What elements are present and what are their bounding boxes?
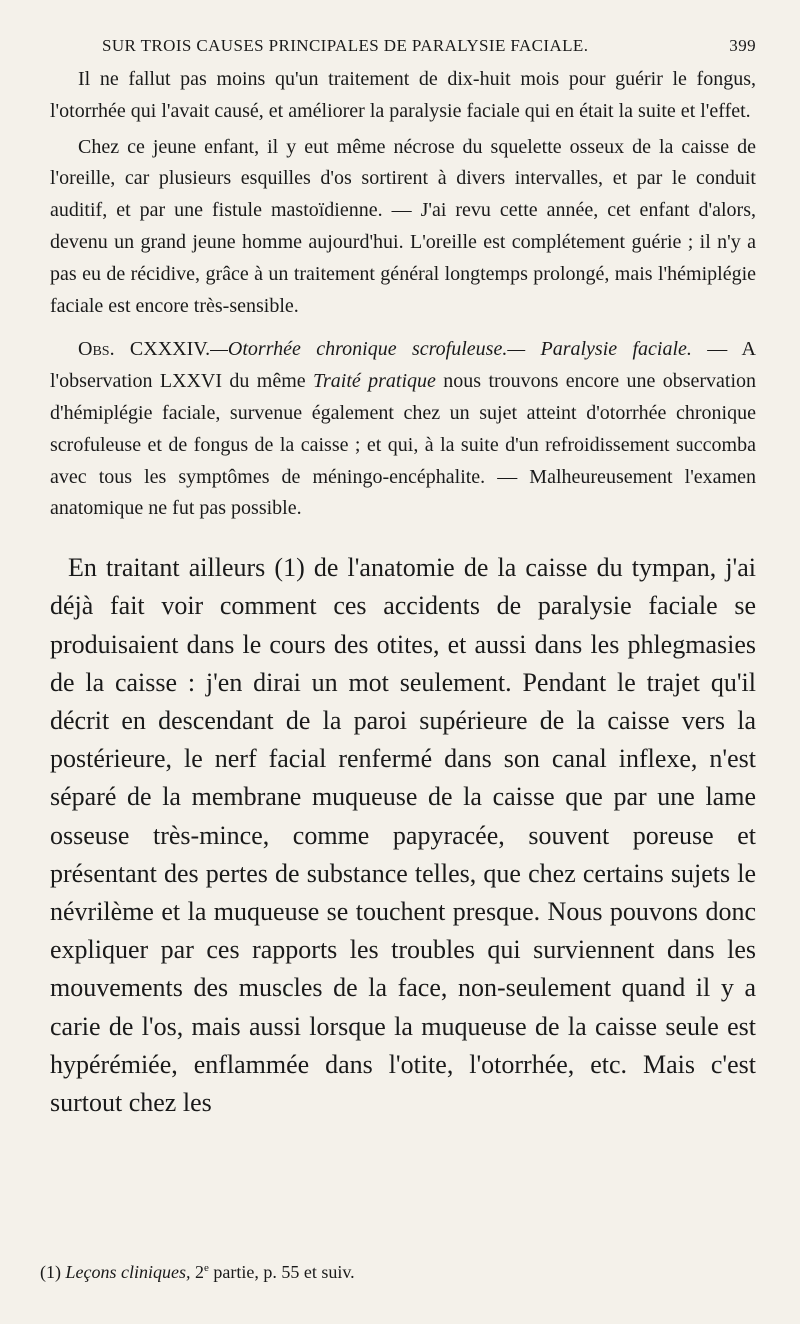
footnote-title: Leçons cliniques,	[65, 1262, 191, 1282]
paragraph-necrosis: Chez ce jeune enfant, il y eut même nécrose du squelette osseux de la caisse de l'oreille, car plusieurs esquilles d'os sortirent à divers intervalles, et par le conduit auditif, et par une fistule mastoïdienne. — J'ai revu cette année, cet enfant d'alors, devenu un grand jeune homme aujourd'hui. L'oreille est complétement guérie ; il n'y a pas eu de récidive, grâce à un traitement général longtemps prolongé, mais l'hémiplégie faciale est encore très-sensible.	[50, 135, 756, 317]
observation-title: —Otorrhée chronique scrofuleuse.— Paralysie faciale.	[210, 338, 692, 361]
observation-work-title: Traité pratique	[313, 370, 436, 393]
page-number: 399	[729, 36, 756, 55]
footnote-superscript: e	[203, 1262, 209, 1274]
paragraph-treatment: Il ne fallut pas moins qu'un traitement de dix-huit mois pour guérir le fongus, l'otorrhée qui l'avait causé, et améliorer la paralysie faciale qui en était la suite et l'effet.	[50, 68, 756, 122]
footnote-marker: (1)	[40, 1262, 61, 1282]
observation-text-after: nous trouvons encore une observation d'hémiplégie faciale, survenue également chez un sujet atteint d'otorrhée chronique scrofuleuse et de fongus de la caisse ; et qui, à la suite d'un refroidissement succomba avec tous les symptômes de méningo-encéphalite. — Malheureusement l'examen anatomique ne fut pas possible.	[50, 370, 757, 520]
footnote-rest: partie, p. 55 et suiv.	[208, 1262, 355, 1282]
running-title: SUR TROIS CAUSES PRINCIPALES DE PARALYSIE FACIALE.	[102, 36, 589, 55]
running-head	[102, 36, 756, 56]
main-paragraph: En traitant ailleurs (1) de l'anatomie de la caisse du tympan, j'ai déjà fait voir comment ces accidents de paralysie faciale se produisaient dans le cours des otites, et aussi dans les phlegmasies de la caisse : j'en dirai un mot seulement. Pendant le trajet qu'il décrit en descendant de la paroi supérieure de la caisse vers la postérieure, le nerf facial renfermé dans son canal inflexe, n'est séparé de la membrane muqueuse de la caisse que par une lame osseuse très-mince, comme papyracée, souvent poreuse et présentant des pertes de substance telles, que chez certains sujets le névrilème et la muqueuse se touchent presque. Nous pouvons donc expliquer par ces rapports les troubles qui surviennent dans les mouvements des muscles de la face, non-seulement quand il y a carie de l'os, mais aussi lorsque la muqueuse de la caisse seule est hypérémiée, enflammée dans l'otite, l'otorrhée, etc. Mais c'est surtout chez les	[50, 553, 756, 1117]
observation-text-before: — A l'observation LXXVI du même	[50, 338, 756, 393]
observation-paragraph	[50, 334, 756, 525]
main-text	[50, 549, 756, 1122]
footnote-number: 2	[194, 1262, 204, 1282]
book-page	[50, 30, 756, 1122]
case-notes	[50, 64, 756, 525]
footnote	[40, 1262, 355, 1283]
observation-label: Obs. CXXXIV.	[78, 338, 211, 361]
